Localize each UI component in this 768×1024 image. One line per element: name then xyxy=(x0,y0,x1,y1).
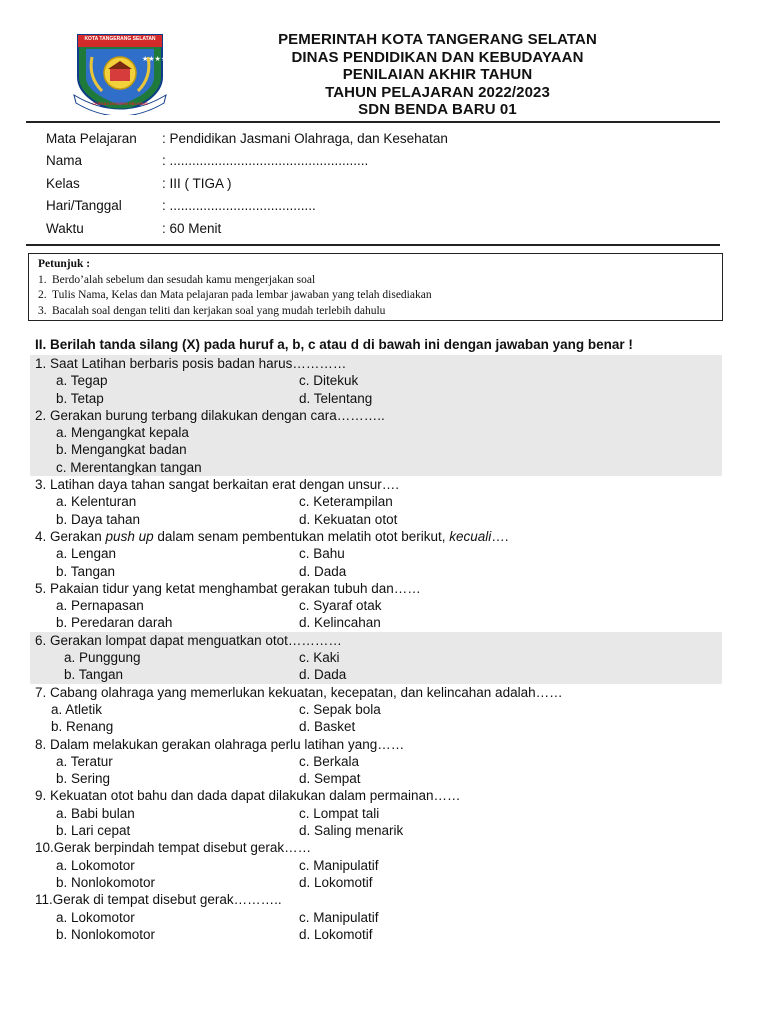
question-6 xyxy=(30,632,722,684)
question-text xyxy=(35,528,509,545)
instructions-list xyxy=(38,273,713,320)
question-2 xyxy=(30,407,722,476)
question-text: 9. Kekuatan otot bahu dan dada dapat dilakukan dalam permainan…… xyxy=(35,788,461,804)
question-7 xyxy=(0,684,768,736)
instruction-number: 2. xyxy=(38,289,47,301)
option-c[interactable]: c. Syaraf otak xyxy=(299,598,382,614)
option-a[interactable]: a. Teratur xyxy=(56,753,113,769)
option-d[interactable]: d. Telentang xyxy=(299,390,373,406)
info-row-date xyxy=(46,195,696,218)
option-c[interactable]: c. Bahu xyxy=(299,546,345,562)
option-a[interactable]: a. Punggung xyxy=(64,650,141,666)
option-c[interactable]: c. Merentangkan tangan xyxy=(56,459,202,475)
question-text: 2. Gerakan burung terbang dilakukan dengan cara……….. xyxy=(35,407,385,423)
instruction-text: Berdo’alah sebelum dan sesudah kamu mengerjakan soal xyxy=(52,273,316,286)
instruction-number: 1. xyxy=(38,273,47,286)
question-text: 11.Gerak di tempat disebut gerak……….. xyxy=(35,892,282,908)
question-9 xyxy=(0,787,768,839)
info-value: : Pendidikan Jasmani Olahraga, dan Kesehatan xyxy=(162,130,448,146)
option-d[interactable]: d. Dada xyxy=(299,563,347,579)
option-a[interactable]: a. Lengan xyxy=(56,546,117,562)
option-a[interactable]: a. Babi bulan xyxy=(56,805,135,821)
question-list xyxy=(0,355,768,943)
question-text-part: …. xyxy=(491,528,509,544)
question-3 xyxy=(0,476,768,528)
option-b[interactable]: b. Peredaran darah xyxy=(56,615,173,631)
option-d[interactable]: d. Kelincahan xyxy=(299,615,381,631)
option-c[interactable]: c. Ditekuk xyxy=(299,373,359,389)
option-b[interactable]: b. Nonlokomotor xyxy=(56,926,156,942)
instruction-item xyxy=(38,304,713,320)
option-a[interactable]: a. Mengangkat kepala xyxy=(56,425,189,441)
info-row-class xyxy=(46,172,696,195)
header-academic-year: TAHUN PELAJARAN 2022/2023 xyxy=(325,83,550,101)
option-d[interactable]: d. Dada xyxy=(299,667,347,683)
instruction-item xyxy=(38,288,713,304)
question-4 xyxy=(0,528,768,580)
option-a[interactable]: a. Kelenturan xyxy=(56,494,137,510)
student-info xyxy=(46,127,696,240)
header-divider xyxy=(26,121,720,123)
info-value: : III ( TIGA ) xyxy=(162,175,232,191)
header-government: PEMERINTAH KOTA TANGERANG SELATAN xyxy=(278,31,597,48)
section-instruction: II. Berilah tanda silang (X) pada huruf a, b, c atau d di bawah ini dengan jawaban yang benar ! xyxy=(35,337,633,352)
header-school: SDN BENDA BARU 01 xyxy=(358,101,517,118)
question-text: 3. Latihan daya tahan sangat berkaitan erat dengan unsur…. xyxy=(35,477,400,493)
option-b[interactable]: b. Tetap xyxy=(56,390,104,406)
document-header xyxy=(215,31,660,119)
option-b[interactable]: b. Daya tahan xyxy=(56,511,141,527)
info-label: Nama xyxy=(46,153,83,169)
question-text-part: dalam senam pembentukan melatih otot berikut, xyxy=(153,528,450,544)
option-d[interactable]: d. Lokomotif xyxy=(299,874,373,890)
info-value: : ....................................... xyxy=(162,198,316,214)
instruction-item xyxy=(38,273,713,289)
question-text-part: 4. Gerakan xyxy=(35,528,106,544)
instruction-number: 3. xyxy=(38,304,47,317)
header-exam-title: PENILAIAN AKHIR TAHUN xyxy=(342,66,533,83)
question-8 xyxy=(0,736,768,788)
option-d[interactable]: d. Lokomotif xyxy=(299,926,373,942)
option-c[interactable]: c. Manipulatif xyxy=(299,857,379,873)
city-emblem-logo xyxy=(72,33,168,115)
option-a[interactable]: a. Atletik xyxy=(51,701,103,717)
info-label: Hari/Tanggal xyxy=(46,198,122,214)
instruction-text: Tulis Nama, Kelas dan Mata pelajaran pada lembar jawaban yang telah disediakan xyxy=(52,289,432,301)
option-b[interactable]: b. Tangan xyxy=(64,667,124,683)
header-department: DINAS PENDIDIKAN DAN KEBUDAYAAN xyxy=(291,48,584,66)
info-divider xyxy=(26,244,720,246)
question-text: 7. Cabang olahraga yang memerlukan kekuatan, kecepatan, dan kelincahan adalah…… xyxy=(35,684,563,700)
info-label: Kelas xyxy=(46,175,80,191)
option-a[interactable]: a. Lokomotor xyxy=(56,857,135,873)
option-d[interactable]: d. Basket xyxy=(299,719,356,735)
question-5 xyxy=(0,580,768,632)
instructions-title: Petunjuk : xyxy=(38,258,91,270)
info-value: : 60 Menit xyxy=(162,220,222,236)
option-b[interactable]: b. Sering xyxy=(56,771,111,787)
logo-bottom-text: CERDAS MODERN RELIGIUS xyxy=(92,101,148,106)
question-11 xyxy=(0,891,768,943)
option-c[interactable]: c. Berkala xyxy=(299,753,360,769)
option-d[interactable]: d. Saling menarik xyxy=(299,823,404,839)
logo-top-text: KOTA TANGERANG SELATAN xyxy=(84,36,156,42)
option-b[interactable]: b. Lari cepat xyxy=(56,823,131,839)
option-c[interactable]: c. Kaki xyxy=(299,650,340,666)
instructions-box xyxy=(28,253,723,321)
option-b[interactable]: b. Nonlokomotor xyxy=(56,874,156,890)
question-1 xyxy=(30,355,722,407)
info-row-subject xyxy=(46,127,696,150)
option-d[interactable]: d. Kekuatan otot xyxy=(299,511,398,527)
question-10 xyxy=(0,839,768,891)
option-b[interactable]: b. Mengangkat badan xyxy=(56,442,187,458)
info-row-time xyxy=(46,217,696,240)
question-text: 1. Saat Latihan berbaris posis badan harus………… xyxy=(35,356,347,371)
info-row-name xyxy=(46,150,696,173)
question-text: 10.Gerak berpindah tempat disebut gerak…… xyxy=(35,840,312,856)
option-c[interactable]: c. Sepak bola xyxy=(299,701,381,717)
svg-text:★★★★: ★★★★ xyxy=(142,55,168,63)
option-a[interactable]: a. Lokomotor xyxy=(56,909,135,925)
option-c[interactable]: c. Manipulatif xyxy=(299,909,379,925)
option-a[interactable]: a. Tegap xyxy=(56,373,108,389)
option-d[interactable]: d. Sempat xyxy=(299,771,361,787)
option-c[interactable]: c. Lompat tali xyxy=(299,805,380,821)
info-label: Waktu xyxy=(46,220,84,236)
question-text-emphasis: push up xyxy=(105,528,154,544)
option-c[interactable]: c. Keterampilan xyxy=(299,494,393,510)
question-text-emphasis: kecuali xyxy=(449,528,492,544)
info-label: Mata Pelajaran xyxy=(46,130,137,146)
option-b[interactable]: b. Renang xyxy=(51,719,114,735)
option-a[interactable]: a. Pernapasan xyxy=(56,598,144,614)
option-b[interactable]: b. Tangan xyxy=(56,563,116,579)
question-text: 5. Pakaian tidur yang ketat menghambat gerakan tubuh dan…… xyxy=(35,580,421,596)
question-text: 6. Gerakan lompat dapat menguatkan otot………… xyxy=(35,632,342,648)
question-text: 8. Dalam melakukan gerakan olahraga perlu latihan yang…… xyxy=(35,736,405,752)
instruction-text: Bacalah soal dengan teliti dan kerjakan soal yang mudah terlebih dahulu xyxy=(52,304,386,317)
info-value: : ..................................................... xyxy=(162,153,369,169)
